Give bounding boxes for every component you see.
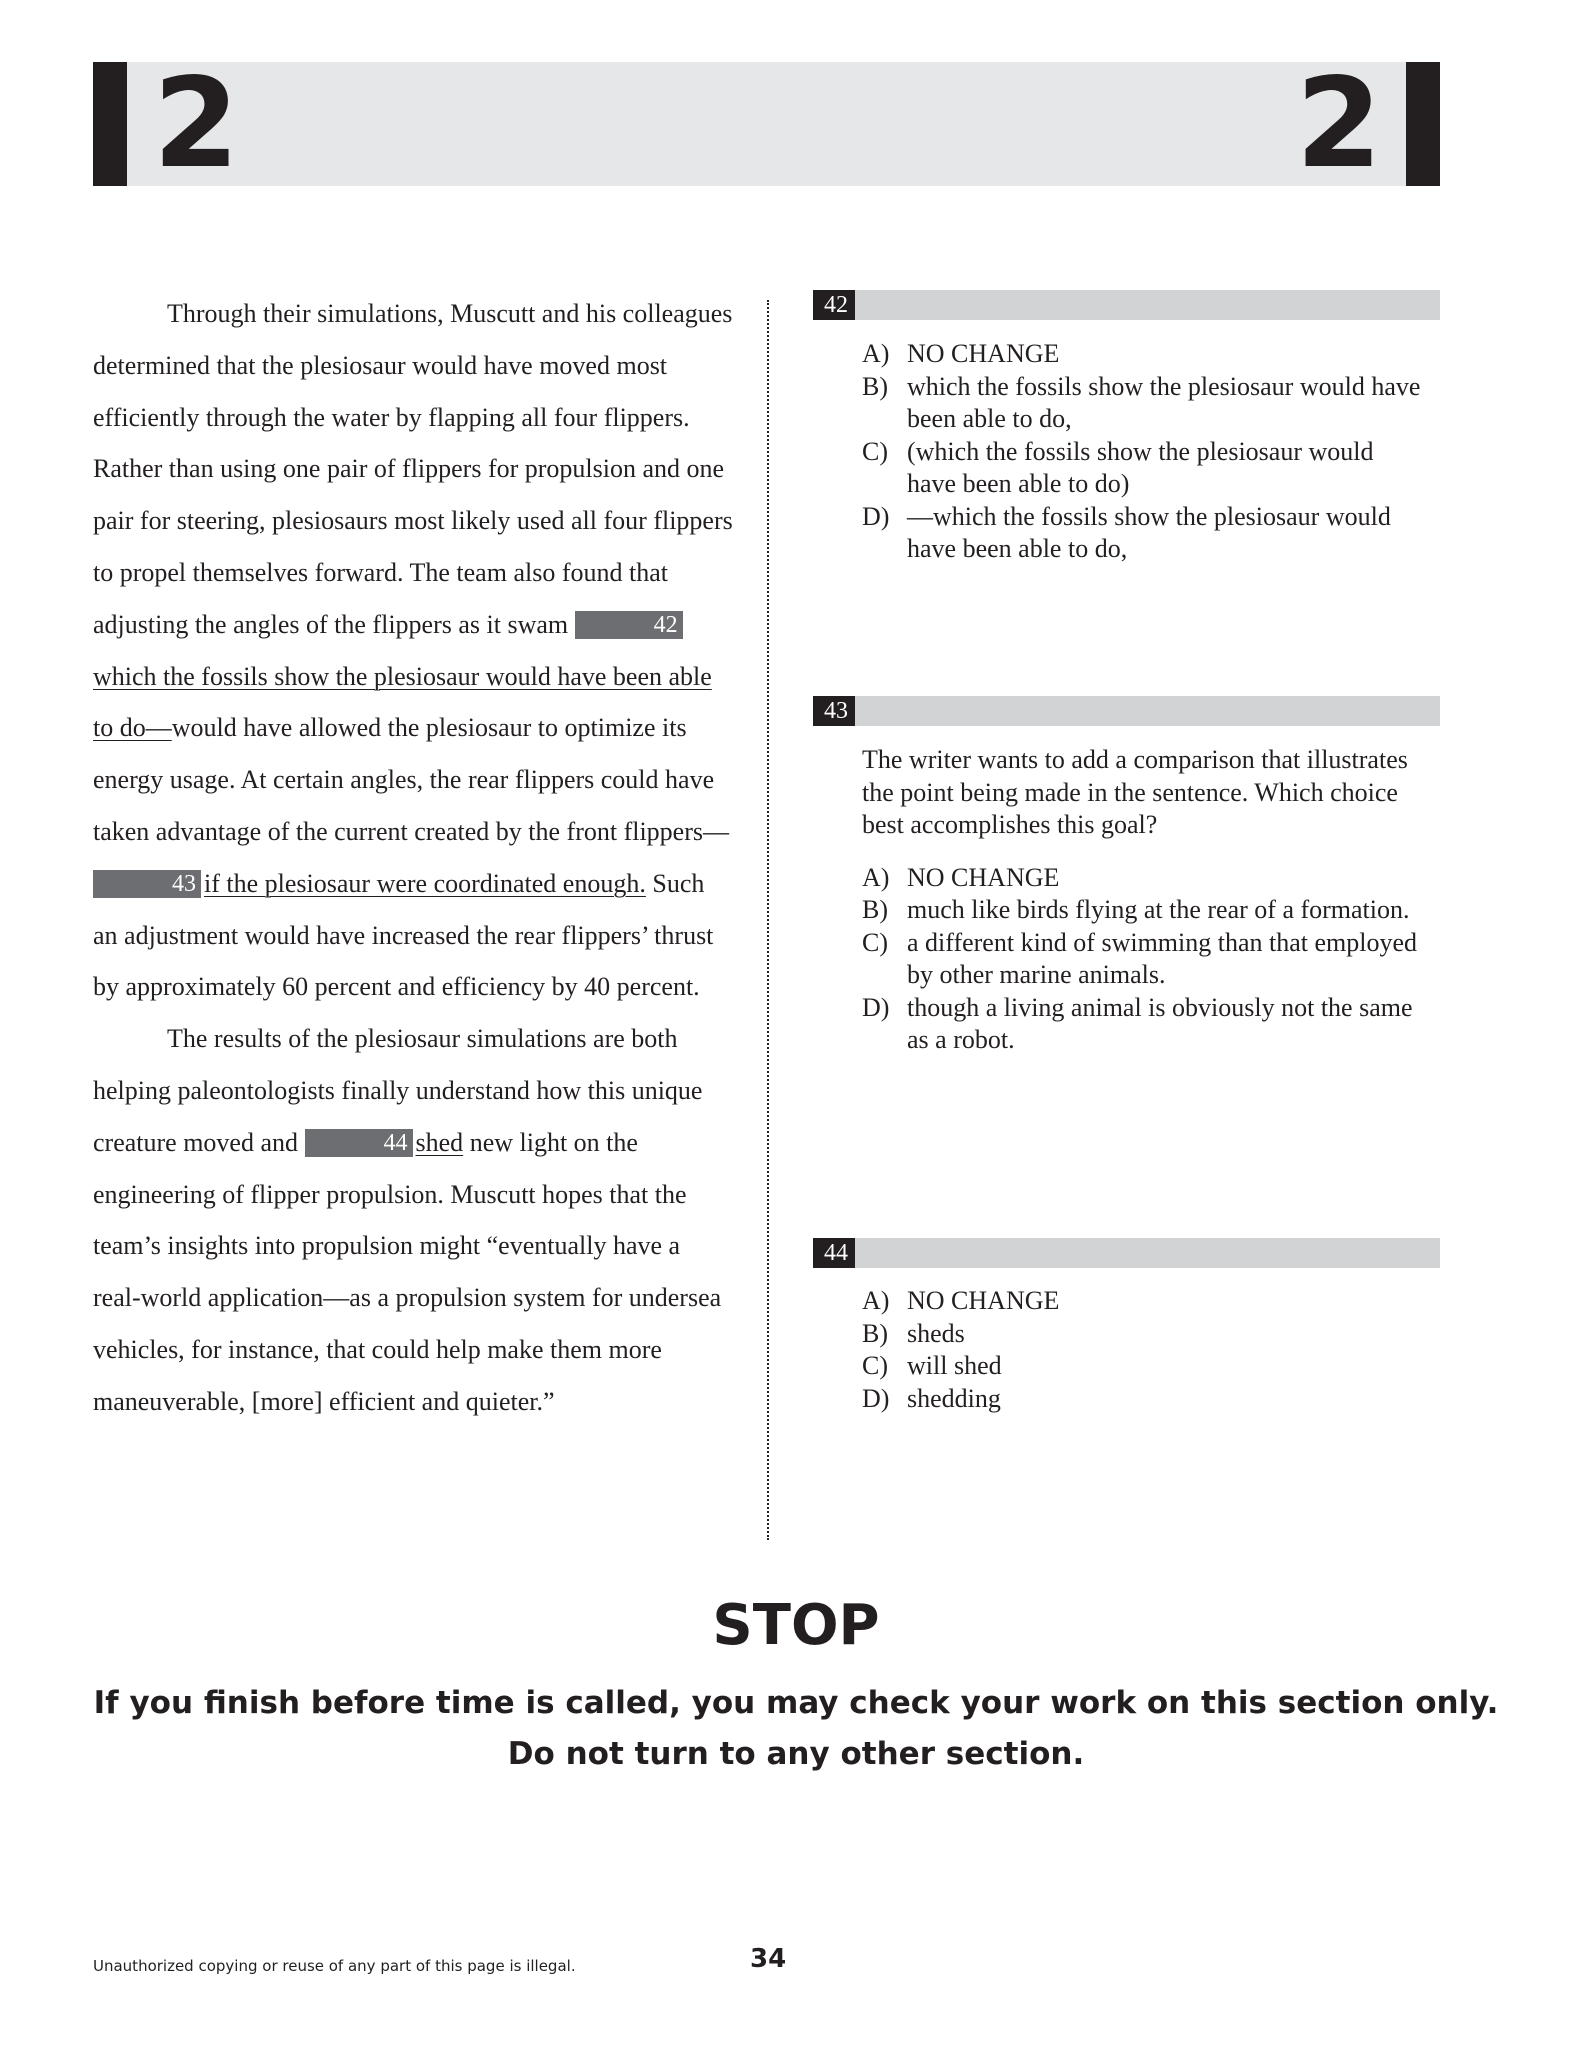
choice-42-b[interactable] [862,371,1422,436]
underlined-portion-43: if the plesiosaur were coordinated enough. [204,868,646,898]
choice-text: sheds [907,1318,965,1348]
section-number-left: 2 [153,52,240,196]
question-header-43 [813,696,1440,726]
choice-letter: D) [862,501,890,531]
stop-title: STOP [712,1593,880,1658]
page-number: 34 [750,1944,787,1974]
question-number: 44 [813,1238,855,1268]
stop-message [0,1678,1592,1780]
choice-letter: B) [862,371,888,401]
choice-text: NO CHANGE [907,1286,1060,1315]
underlined-portion-42: which the fossils show the plesiosaur would have been able to do— [93,661,712,743]
question-number: 43 [813,696,855,726]
question-marker-42: 42 [575,611,683,639]
passage-text: would have allowed the plesiosaur to optimize its energy usage. At certain angles, the rear flippers could have taken advantage of the current created by the front flippers— [93,713,729,846]
stop-message-line-2: Do not turn to any other section. [507,1736,1085,1772]
choice-text: which the fossils show the plesiosaur would have been able to do, [907,371,1421,433]
choice-43-b[interactable] [862,894,1422,927]
choice-text: NO CHANGE [907,339,1060,368]
passage-text: Such an adjustment would have increased the rear flippers’ thrust by approximately 60 percent and efficiency by 40 percent. [93,868,714,1002]
passage-text: Through their simulations, Muscutt and his colleagues determined that the plesiosaur would have moved most efficiently through the water by flapping all four flippers. Rather than using one pair of flippers for propulsion and one pair for steering, plesiosaurs most likely used all four flippers to propel themselves forward. The team also found that adjusting the angles of the flippers as it swam [93,299,733,639]
passage-text: The results of the plesiosaur simulations are both helping paleontologists finally understand how this unique creature moved and [93,1024,703,1157]
choice-letter: A) [862,862,890,892]
question-marker-43: 43 [93,870,201,898]
question-marker-44: 44 [305,1129,413,1157]
question-number: 42 [813,290,855,320]
choice-42-a[interactable] [862,338,1422,371]
choice-letter: A) [862,1286,890,1315]
passage [93,288,733,1428]
question-stem: The writer wants to add a comparison that illustrates the point being made in the sentence. Which choice best accomplishes this goal? [862,745,1408,839]
choice-text: though a living animal is obviously not the same as a robot. [907,992,1413,1054]
choice-letter: A) [862,339,890,368]
choice-letter: B) [862,895,888,924]
choice-letter: D) [862,992,890,1022]
choice-letter: D) [862,1383,890,1413]
choice-44-d[interactable] [862,1383,1422,1416]
choice-42-c[interactable] [862,436,1422,501]
choice-letter: B) [862,1318,888,1348]
choice-44-c[interactable] [862,1350,1422,1383]
choice-letter: C) [862,1351,888,1380]
choice-43-c[interactable] [862,927,1422,992]
stop-message-line-1: If you finish before time is called, you may check your work on this section only. [93,1685,1499,1721]
choice-44-a[interactable] [862,1285,1422,1318]
choice-text: will shed [907,1351,1002,1380]
section-number-right: 2 [1295,52,1382,196]
column-divider [767,300,769,1540]
copyright-notice: Unauthorized copying or reuse of any part of this page is illegal. [93,1957,576,1975]
passage-paragraph-1 [93,288,733,1013]
choice-44-b[interactable] [862,1318,1422,1351]
question-42 [862,338,1422,566]
choice-42-d[interactable] [862,501,1422,566]
choice-43-d[interactable] [862,992,1422,1057]
choice-letter: C) [862,927,888,957]
section-header [93,52,1440,196]
choice-text: much like birds flying at the rear of a formation. [907,895,1410,924]
passage-paragraph-2 [93,1013,733,1427]
choice-text: (which the fossils show the plesiosaur would have been able to do) [907,436,1374,498]
question-header-44 [813,1238,1440,1268]
choice-text: —which the fossils show the plesiosaur would have been able to do, [907,501,1391,563]
choice-letter: C) [862,436,888,466]
choice-text: shedding [907,1383,1001,1413]
question-44 [862,1285,1422,1415]
question-43 [862,744,1422,1057]
choice-text: a different kind of swimming than that employed by other marine animals. [907,927,1418,989]
underlined-portion-44: shed [415,1127,464,1157]
choice-43-a[interactable] [862,862,1422,895]
passage-text: new light on the engineering of flipper propulsion. Muscutt hopes that the team’s insights into propulsion might “eventually have a real-world application—as a propulsion system for undersea vehicles, for instance, that could help make them more maneuverable, [more] efficient and quieter.” [93,1127,722,1416]
choice-text: NO CHANGE [907,862,1060,892]
header-bar-left [93,62,127,186]
question-header-42 [813,290,1440,320]
header-bar-right [1406,62,1440,186]
